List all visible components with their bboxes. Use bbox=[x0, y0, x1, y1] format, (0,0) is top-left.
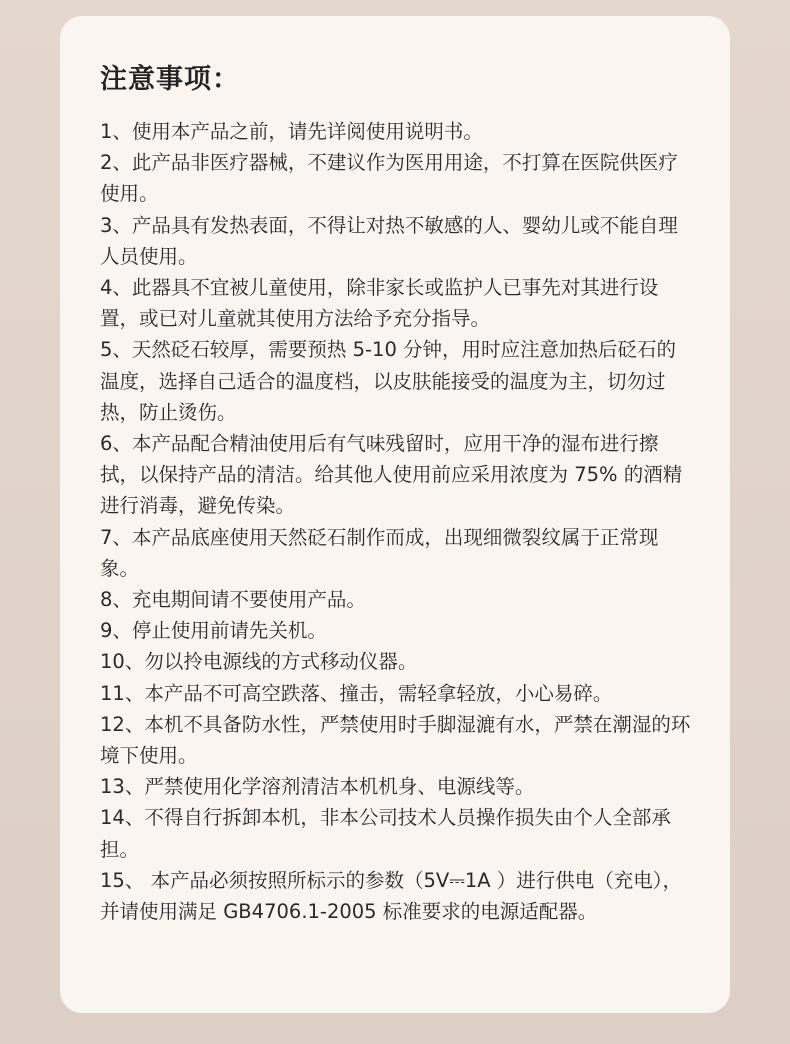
notice-item: 4、此器具不宜被儿童使用，除非家长或监护人已事先对其进行设置，或已对儿童就其使用方法给予充分指导。 bbox=[100, 276, 659, 331]
notice-item: 11、本产品不可高空跌落、撞击，需轻拿轻放，小心易碎。 bbox=[100, 681, 613, 705]
notice-item: 1、使用本产品之前，请先详阅使用说明书。 bbox=[100, 120, 483, 143]
notice-item: 3、产品具有发热表面，不得让对热不敏感的人、婴幼儿或不能自理人员使用。 bbox=[100, 213, 678, 268]
notice-list bbox=[100, 116, 692, 927]
notice-item: 14、不得自行拆卸本机，非本公司技术人员操作损失由个人全部承担。 bbox=[100, 806, 671, 861]
notice-item: 7、本产品底座使用天然砭石制作而成，出现细微裂纹属于正常现象。 bbox=[100, 525, 659, 580]
notice-card bbox=[60, 16, 730, 1013]
notice-item: 9、停止使用前请先关机。 bbox=[100, 619, 327, 643]
notice-item: 6、本产品配合精油使用后有气味残留时，应用干净的湿布进行擦拭，以保持产品的清洁。给其他人使用前应采用浓度为 75% 的酒精进行消毒，避免传染。 bbox=[100, 432, 683, 518]
notice-item: 13、严禁使用化学溶剂清洁本机机身、电源线等。 bbox=[100, 775, 535, 799]
notice-item: 2、此产品非医疗器械，不建议作为医用用途，不打算在医院供医疗使用。 bbox=[100, 151, 678, 206]
notice-item: 12、本机不具备防水性，严禁使用时手脚湿漉有水，严禁在潮湿的环境下使用。 bbox=[100, 712, 691, 768]
notice-item: 8、充电期间请不要使用产品。 bbox=[100, 588, 366, 612]
notice-item: 15、 本产品必须按照所标示的参数（5V⎓1A ）进行供电（充电），并请使用满足 GB4706.1-2005 标准要求的电源适配器。 bbox=[100, 868, 683, 924]
notice-item: 5、天然砭石较厚，需要预热 5-10 分钟，用时应注意加热后砭石的温度，选择自己适合的温度档，以皮肤能接受的温度为主，切勿过热，防止烫伤。 bbox=[100, 338, 677, 424]
notice-item: 10、勿以拎电源线的方式移动仪器。 bbox=[100, 650, 418, 674]
notice-title: 注意事项： bbox=[100, 64, 240, 95]
